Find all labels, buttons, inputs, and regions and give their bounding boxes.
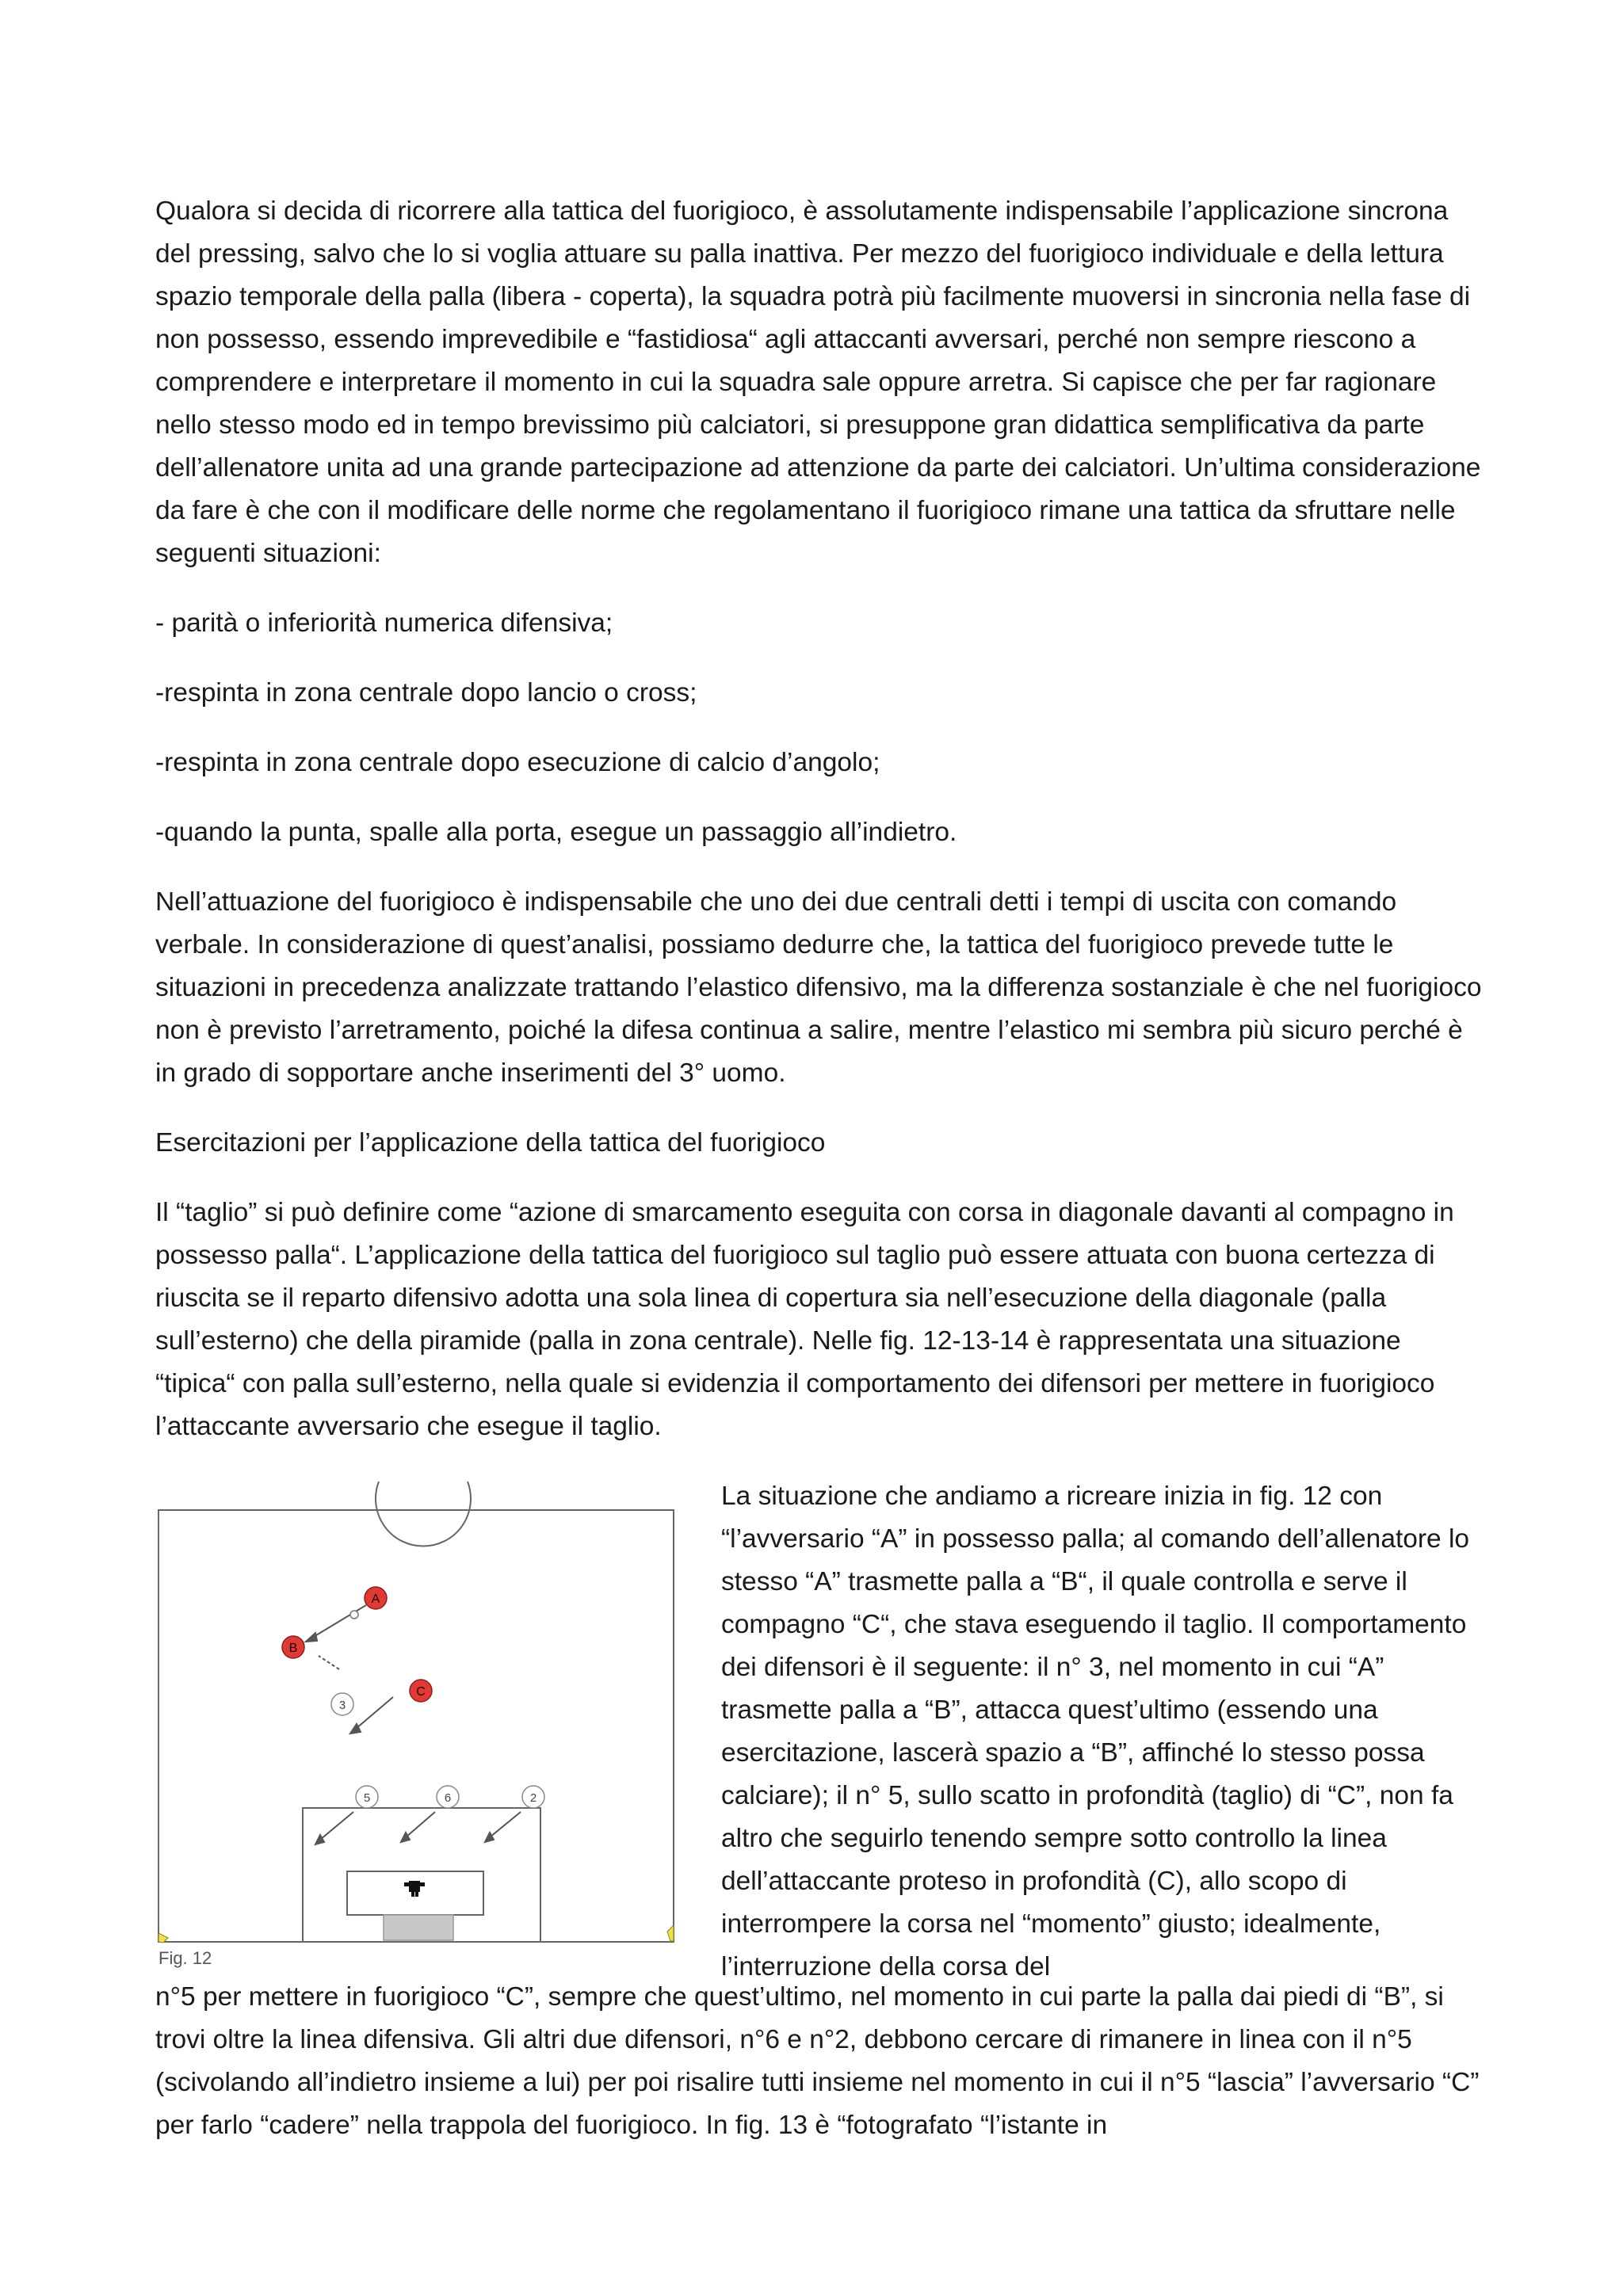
arrow-defender-2: [490, 1812, 521, 1837]
figure-side-text: La situazione che andiamo a ricreare inizia in fig. 12 con “l’avversario “A” in possesso palla; al comando dell’allenatore lo stesso “A” trasmette palla a “B“, il quale controlla e serve il compagno “C“, che stava eseguendo il taglio. Il comportamento dei difensori è il seguente: il n° 3, nel momento in cui “A” trasmette palla a “B”, attacca quest’ultimo (essendo una esercitazione, lascerà spazio a “B”, affinché lo stesso possa calciare); il n° 5, sullo scatto in profondità (taglio) di “C”, non fa altro che seguirlo tenendo sempre sotto controllo la linea dell’attaccante proteso in profondità (C), allo scopo di interrompere la corsa nel “momento” giusto; idealmente, l’interruzione della corsa del: [721, 1482, 1470, 1981]
svg-text:C: C: [416, 1685, 426, 1699]
figure-caption: Fig. 12: [158, 1948, 212, 1968]
attacker-c: [410, 1680, 432, 1702]
pitch-diagram: [155, 1475, 702, 1976]
intro-paragraph: Qualora si decida di ricorrere alla tattica del fuorigioco, è assolutamente indispensabile l’applicazione sincrona del pressing, salvo che lo si voglia attuare su palla inattiva. Per mezzo del fuorigioco individuale e della lettura spazio temporale della palla (libera - coperta), la squadra potrà più facilmente muoversi in sincronia nella fase di non possesso, essendo imprevedibile e “fastidiosa“ agli attaccanti avversari, perché non sempre riescono a comprendere e interpretare il momento in cui la squadra sale oppure arretra. Si capisce che per far ragionare nello stesso modo ed in tempo brevissimo più calciatori, si presuppone gran didattica semplificativa da parte dell’allenatore unita ad una grande partecipazione ad attenzione da parte dei calciatori. Un’ultima considerazione da fare è che con il modificare delle norme che regolamentano il fuorigioco rimane una tattica da sfruttare nelle seguenti situazioni:: [155, 196, 1481, 568]
offside-analysis-paragraph: Nell’attuazione del fuorigioco è indispensabile che uno dei due centrali detti i tempi di uscita con comando verbale. In considerazione di quest’analisi, possiamo dedurre che, la tattica del fuorigioco prevede tutte le situazioni in precedenza analizzate trattando l’elastico difensivo, ma la differenza sostanziale è che nel fuorigioco non è previsto l’arretramento, poiché la difesa continua a salire, mentre l’elastico mi sembra più sicuro perché è in grado di sopportare anche inserimenti del 3° uomo.: [155, 887, 1482, 1088]
list-item: - parità o inferiorità numerica difensiva;: [155, 608, 613, 638]
defender-5: [356, 1786, 378, 1808]
pass-arrow-a-to-b: [312, 1605, 366, 1638]
arrow-defender-5: [320, 1812, 353, 1840]
svg-text:2: 2: [529, 1791, 537, 1805]
field-outline: [158, 1510, 674, 1942]
list-item: -respinta in zona centrale dopo lancio o cross;: [155, 678, 697, 707]
arrow-head: [315, 1835, 324, 1844]
svg-text:A: A: [371, 1592, 380, 1606]
taglio-paragraph: Il “taglio” si può definire come “azione di smarcamento eseguita con corsa in diagonale davanti al compagno in possesso palla“. L’applicazione della tattica del fuorigioco sul taglio può essere attuata con buona certezza di riuscita se il reparto difensivo adotta una sola linea di copertura sia nell’esecuzione della diagonale (palla sull’esterno) che della piramide (palla in zona centrale). Nelle fig. 12-13-14 è rappresentata una situazione “tipica“ con palla sull’esterno, nella quale si evidenzia il comportamento dei difensori per mettere in fuorigioco l’attaccante avversario che esegue il taglio.: [155, 1198, 1454, 1441]
defender-6: [437, 1786, 459, 1808]
document-body: [155, 190, 1487, 2147]
defender-3: [331, 1693, 353, 1715]
arrow-defender-6: [406, 1812, 435, 1837]
run-arrow-c: [356, 1697, 393, 1729]
svg-text:6: 6: [444, 1791, 452, 1805]
arrow-defender-3: [319, 1656, 339, 1669]
attacker-a: [365, 1587, 387, 1609]
arrow-head: [485, 1833, 494, 1842]
figure-row: [155, 1475, 1487, 1981]
center-circle-arc: [376, 1482, 471, 1547]
figure-12: [155, 1475, 702, 1976]
list-item: -quando la punta, spalle alla porta, esegue un passaggio all’indietro.: [155, 818, 957, 847]
goalkeeper-icon: [404, 1881, 425, 1897]
list-item: -respinta in zona centrale dopo esecuzione di calcio d’angolo;: [155, 748, 880, 777]
situations-list: [155, 602, 1487, 854]
attacker-b: [282, 1636, 304, 1658]
svg-text:B: B: [288, 1642, 298, 1655]
corner-flag-right: [667, 1925, 674, 1941]
ball-icon: [350, 1611, 358, 1619]
section-heading: Esercitazioni per l’applicazione della tattica del fuorigioco: [155, 1128, 826, 1158]
goal: [384, 1915, 453, 1940]
svg-text:3: 3: [338, 1699, 346, 1712]
svg-text:5: 5: [363, 1791, 371, 1805]
arrow-head: [306, 1633, 317, 1642]
defender-2: [522, 1786, 544, 1808]
continuation-paragraph: n°5 per mettere in fuorigioco “C”, sempre che quest’ultimo, nel momento in cui parte la palla dai piedi di “B”, si trovi oltre la linea difensiva. Gli altri due difensori, n°6 e n°2, debbono cercare di rimanere in linea con il n°5 (scivolando all’indietro insieme a lui) per poi risalire tutti insieme nel momento in cui il n°5 “lascia” l’avversario “C” per farlo “cadere” nella trappola del fuorigioco. In fig. 13 è “fotografato “l’istante in: [155, 1982, 1480, 2140]
